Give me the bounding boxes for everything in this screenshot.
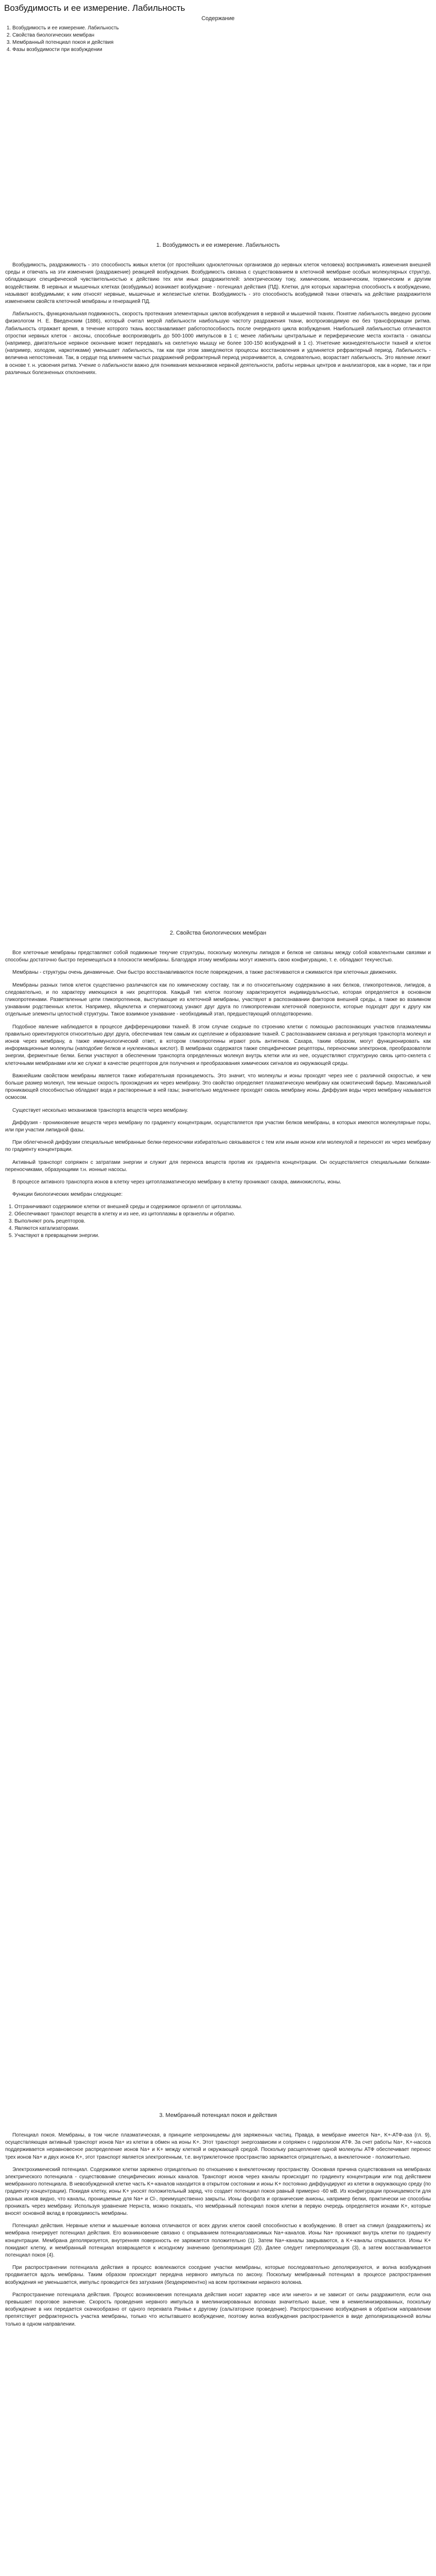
paragraph: Важнейшим свойством мембраны является также избирательная проницаемость. Это значит, что молекулы и ионы проходят через нее с различной скоростью, и чем больше размер молекул, тем меньше скорость прохождения их через мембрану. Это свойство определяет плазматическую мембрану как осмотический барьер. Максимальной проникающей способностью обладают вода и растворенные в ней газы; значительно медленнее проходят сквозь мембрану ионы. Диффузия воды через мембрану называется осмосом. [5, 1073, 431, 1101]
toc-heading: Содержание [201, 15, 235, 22]
paragraph: Лабильность, функциональная подвижность, скорость протекания элементарных циклов возбуждения в нервной и мышечной тканях. Понятие лабильность введено русским физиологом Н. Е. Введенским (1886), который считал мерой лабильности наибольшую частоту раздражения ткани, воспроизводимую ею без трансформации ритма. Лабильность отражает время, в течение которого ткань восстанавливает работоспособность после очередного цикла возбуждения. Наибольшей лабильностью отличаются отростки нервных клеток - аксоны, способные воспроизводить до 500-1000 импульсов в 1 с; менее лабильны центральные и периферические места контакта - синапсы (например, двигательное нервное окончание может передавать на скелетную мышцу не более 100-150 возбуждений в 1 с). Угнетение жизнедеятельности тканей и клеток (например, холодом, наркотиками) уменьшает лабильность, так как при этом замедляются процессы восстановления и удлиняется рефрактерный период. Лабильность - величина непостоянная. Так, в сердце под влиянием частых раздражений рефрактерный период укорачивается, а, следовательно, возрастает лабильность. Это явление лежит в основе т. н. усвоения ритма. Учение о лабильности важно для понимания механизмов нервной деятельности, работы нервных центров и анализаторов, как в норме, так и при различных болезненных отклонениях. [5, 311, 431, 376]
paragraph: Распространение потенциала действия. Процесс возникновения потенциала действия носит характер «все или ничего» и не зависит от силы раздражителя, если она превышает пороговое значение. Скорость проведения нервного импульса в миелинизированных волокнах значительно выше, чем в немиелинизированных, поскольку возбуждение в них передается скачкообразно от одного перехвата Ранвье к другому (сальтаторное проведение). Распространению возбуждения в обратном направлении препятствует рефрактерность участка мембраны, только что испытавшего возбуждение, поэтому волна возбуждения распространяется в виде деполяризационной волны только в одном направлении. [5, 2292, 431, 2327]
paragraph: Возбудимость, раздражимость - это способность живых клеток (от простейших одноклеточных организмов до нервных клеток человека) воспринимать изменения внешней среды и отвечать на эти изменения (раздражение) реакцией возбуждения. Возбудимость связана с существованием в клеточной мембране особых молекулярных структур, обладающих специфической чувствительностью к действию тех или иных раздражителей: электрическому току, химическим, механическим, термическим и другим воздействиям. В нервных и мышечных клетках (возбудимых) возникает возбуждение - потенциал действия (ПД). Клетки, для которых характерна способность к возбуждению, называют возбудимыми; к ним относят нервные, мышечные и железистые клетки. Возбудимость - это способность возбудимой ткани отвечать на действие раздражителя изменением свойств клеточной мембраны и генерацией ПД. [5, 262, 431, 305]
paragraph: Потенциал действия. Нервные клетки и мышечные волокна отличаются от всех других клеток своей способностью к возбуждению. В ответ на стимул (раздражитель) их мембрана генерирует потенциал действия. Его возникновение связано с открыванием потенциалзависимых Na+-каналов. Ионы Na+ проникают внутрь клетки по градиенту концентрации. Мембрана деполяризуется, внутренняя поверхность ее заряжается положительно (1). Затем Na+-каналы закрываются, а K+-каналы открываются. Ионы K+ покидают клетку, и мембранный потенциал возвращается к исходному значению (реполяризация (2)). Далее следует гиперполяризация (3), а затем восстанавливается потенциал покоя (4). [5, 2223, 431, 2259]
paragraph: Подобное явление наблюдается в процессе дифференцировки тканей. В этом случае сходные по строению клетки с помощью распознающих участков плазмалеммы правильно ориентируются относительно друг друга, обеспечивая тем самым их сцепление и образование тканей. С распознаванием связана и регуляция транспорта молекул и ионов через мембрану, а также иммунологический ответ, в котором гликопротеины играют роль антигенов. Сахара, таким образом, могут функционировать как информационные молекулы (наподобие белков и нуклеиновых кислот). В мембранах содержатся также специфические рецепторы, переносчики электронов, преобразователи энергии, ферментные белки. Белки участвуют в обеспечении транспорта определенных молекул внутрь клетки или из нее, осуществляют структурную связь цито-скелета с клеточными мембранами или же служат в качестве рецепторов для получения и преобразования химических сигналов из окружающей среды. [5, 1024, 431, 1066]
section-membranes [5, 930, 431, 1246]
paragraph: Потенциал покоя. Мембраны, в том числе плазматическая, в принципе непроницаемы для заряженных частиц. Правда, в мембране имеется Na+, K+-АТФ-аза (гл. 9), осуществляющая активный транспорт ионов Na+ из клетки в обмен на ионы K+. Этот транспорт энергозависим и сопряжен с гидролизом АТФ. За счет работы Na+, K+-насоса поддерживается неравновесное распределение ионов Na+ и K+ между клеткой и окружающей средой. Поскольку расщепление одной молекулы АТФ обеспечивает перенос трех ионов Na+ и двух ионов K+, этот транспорт является электрогенным, т.е. внутриклеточное пространство заряжается отрицательно, а внеклеточное - положительно. [5, 2132, 431, 2160]
paragraph: Мембраны - структуры очень динамичные. Они быстро восстанавливаются после повреждения, а также растягиваются и сжимаются при клеточных движениях. [12, 970, 397, 976]
list-item: 2. Обеспечивают транспорт веществ в клетку и из нее, из цитоплазмы в органеллы и обратно. [14, 1211, 431, 1218]
section-title: 1. Возбудимость и ее измерение. Лабильность [156, 242, 280, 248]
paragraph: Активный транспорт сопряжен с затратами энергии и служит для переноса веществ против их градиента концентрации. Он осуществляется специальными белками-переносчиками, образующими т.н. ионные насосы. [5, 1159, 431, 1173]
table-of-contents [0, 15, 436, 54]
document-title: Возбудимость и ее измерение. Лабильность [4, 3, 185, 13]
list-item: 1. Отграничивают содержимое клетки от внешней среды и содержимое органелл от цитоплазмы. [14, 1204, 431, 1211]
paragraph: При облегченной диффузии специальные мембранные белки-переносчики избирательно связываются с тем или иным ионом или молекулой и переносят их через мембрану по градиенту концентрации. [5, 1140, 431, 1153]
toc-item: 3. Мембранный потенциал покоя и действия [12, 39, 431, 46]
section-membrane-potential [5, 2112, 431, 2333]
toc-item: 4. Фазы возбудимости при возбуждении [12, 46, 431, 54]
paragraph: Все клеточные мембраны представляют собой подвижные текучие структуры, поскольку молекулы липидов и белков не связаны между собой ковалентными связями и способны достаточно быстро перемещаться в плоскости мембраны. Благодаря этому мембраны могут изменять свою конфигурацию, т. е. обладают текучестью. [5, 950, 431, 963]
list-item: 5. Участвуют в превращении энергии. [14, 1232, 431, 1240]
paragraph: Мембраны разных типов клеток существенно различаются как по химическому составу, так и по относительному содержанию в них белков, гликопротеинов, липидов, а следовательно, и по характеру имеющихся в них рецепторов. Каждый тип клеток поэтому характеризуется индивидуальностью, которая определяется в основном гликопротеинами. Разветвленные цепи гликопротеинов, выступающие из клеточной мембраны, участвуют в распознавании факторов внешней среды, а также во взаимном узнавании родственных клеток. Например, яйцеклетка и сперматозоид узнают друг друга по гликопротеинам клеточной поверхности, которые подходят друг к другу как отдельные элементы целостной структуры. Такое взаимное узнавание - необходимый этап, предшествующий оплодотворению. [5, 982, 431, 1018]
section-title: 2. Свойства биологических мембран [169, 930, 267, 936]
section-excitability [5, 242, 431, 382]
list-item: 4. Являются катализаторами. [14, 1225, 431, 1232]
paragraph: Функции биологических мембран следующие: [12, 1192, 123, 1198]
paragraph: В процессе активного транспорта ионов в клетку через цитоплазматическую мембрану в клетку проникают сахара, аминокислоты, ионы. [12, 1179, 341, 1185]
list-item: 3. Выполняют роль рецепторов. [14, 1218, 431, 1225]
toc-item: 2. Свойства биологических мембран [12, 32, 431, 39]
paragraph: При распространении потенциала действия в процесс вовлекаются соседние участки мембраны, которые последовательно деполяризуются, и волна возбуждения продвигается вдоль мембраны. Таким образом происходит передача нервного импульса по аксону. Поскольку мембранный потенциал в процессе распространения возбуждения не уменьшается, импульс проводится без затухания (бездекрементно) на всем протяжении нервного волокна. [5, 2265, 431, 2285]
membrane-functions-list [5, 1204, 431, 1240]
paragraph: Существует несколько механизмов транспорта веществ через мембрану. [12, 1107, 188, 1113]
section-title: 3. Мембранный потенциал покоя и действия [159, 2112, 277, 2119]
paragraph: Электрохимический потенциал. Содержимое клетки заряжено отрицательно по отношению к внеклеточному пространству. Основная причина существования на мембранах электрического потенциала - существование специфических ионных каналов. Транспорт ионов через каналы происходит по градиенту концентрации или под действием мембранного потенциала. В невозбужденной клетке часть K+-каналов находится в открытом состоянии и ионы K+ постоянно диффундируют из клетки в окружающую среду (по градиенту концентрации). Покидая клетку, ионы K+ уносят положительный заряд, что создает потенциал покоя равный примерно -60 мВ. Из конфигурации проницаемости для разных ионов видно, что каналы, проницаемые для Na+ и Cl-, преимущественно закрыты. Ионы фосфата и органические анионы, например белки, практически не способны проникать через мембрану. Используя уравнение Нернста, можно показать, что мембранный потенциал покоя клетки в первую очередь определяется ионами K+, которые вносят основной вклад в проводимость мембраны. [5, 2166, 431, 2217]
paragraph: Диффузия - проникновение веществ через мембрану по градиенту концентрации, осуществляется при участии белков мембраны, в которых имеются молекулярные поры, или при участии липидной фазы. [5, 1120, 431, 1133]
toc-item: 1. Возбудимость и ее измерение. Лабильность [12, 25, 431, 32]
